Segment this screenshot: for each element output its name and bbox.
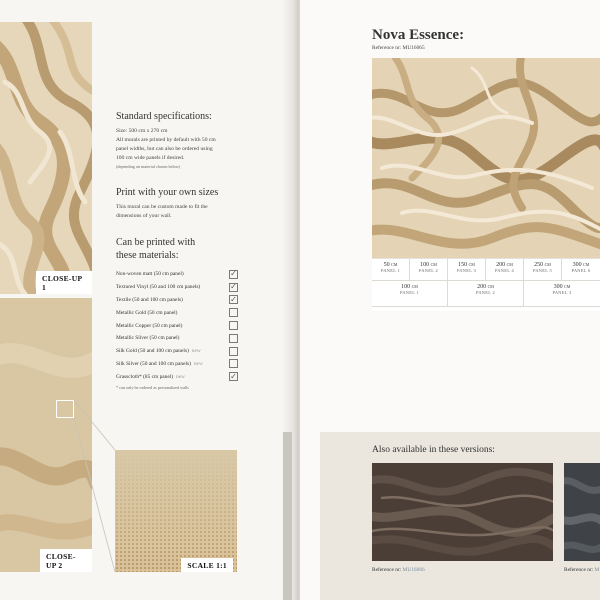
- material-label: Silk Gold (50 and 100 cm panels): [116, 348, 189, 355]
- spec-note: (depending on material chosen below): [116, 164, 181, 169]
- panel-cell: [372, 259, 410, 280]
- panel-size: 200: [496, 262, 506, 268]
- left-page: [0, 0, 288, 600]
- material-row: [116, 319, 238, 332]
- material-row: [116, 345, 238, 358]
- panel-size: 150: [458, 262, 468, 268]
- custom-sizes-section: [116, 186, 256, 221]
- material-checkbox[interactable]: [229, 359, 238, 368]
- panel-cell: [524, 281, 600, 306]
- panel-size: 250: [534, 262, 544, 268]
- panel-unit: CM: [487, 284, 494, 289]
- panel-number: PANEL 2: [419, 268, 438, 273]
- product-main-image: [372, 58, 600, 258]
- custom-line: This mural can be custom made to fit the: [116, 204, 208, 210]
- scale-label: SCALE 1:1: [181, 558, 233, 572]
- page-edge-strip: [283, 432, 292, 600]
- version-thumbnail-brown[interactable]: [372, 463, 553, 561]
- reference-value: M: [594, 567, 600, 573]
- panel-size: 200: [477, 284, 487, 290]
- spec-line: panel widths, but can also be ordered using: [116, 146, 213, 152]
- panel-width-table: [372, 258, 600, 311]
- panel-cell: [410, 259, 448, 280]
- material-row: [116, 268, 238, 281]
- material-checkbox[interactable]: [229, 347, 238, 356]
- material-row: [116, 281, 238, 294]
- custom-line: dimensions of your wall.: [116, 213, 172, 219]
- panel-size: 300: [572, 262, 582, 268]
- version-thumbnail-grey[interactable]: [564, 463, 600, 561]
- product-reference: Reference nr: MU16065: [372, 45, 425, 51]
- material-label: Non-woven matt (50 cm panel): [116, 271, 184, 278]
- panel-number: PANEL 3: [457, 268, 476, 273]
- panel-cell: [448, 281, 524, 306]
- closeup-1-label: CLOSE-UP 1: [36, 271, 92, 294]
- mural-size: Size: 500 cm x 270 cm: [116, 128, 168, 134]
- reference-label: Reference nr:: [564, 567, 594, 573]
- material-row: [116, 332, 238, 345]
- panel-number: PANEL 5: [533, 268, 552, 273]
- panel-number: PANEL 1: [381, 268, 400, 273]
- panel-cell: [562, 259, 600, 280]
- spec-line: 100 cm wide panels if desired.: [116, 155, 185, 161]
- material-label: Metallic Copper (50 cm panel): [116, 322, 183, 329]
- panel-cell: [372, 281, 448, 306]
- panel-unit: CM: [468, 262, 475, 267]
- material-label: Grasscloth* (85 cm panel): [116, 373, 174, 380]
- panel-number: PANEL 1: [400, 290, 419, 295]
- panel-row-50cm: [372, 259, 600, 281]
- panel-size: 100: [401, 284, 411, 290]
- material-label: Textile (50 and 100 cm panels): [116, 296, 183, 303]
- standard-specs-section: [116, 110, 256, 170]
- standard-specs-heading: Standard specifications:: [116, 111, 212, 122]
- panel-unit: CM: [564, 284, 571, 289]
- panel-cell: [448, 259, 486, 280]
- new-badge: new: [191, 348, 201, 355]
- panel-unit: CM: [506, 262, 513, 267]
- version-reference: [372, 567, 425, 573]
- material-row: [116, 370, 238, 383]
- new-badge: new: [193, 360, 203, 367]
- material-label: Metallic Gold (50 cm panel): [116, 309, 178, 316]
- material-checkbox[interactable]: [229, 321, 238, 330]
- material-row: [116, 306, 238, 319]
- closeup-2-label: CLOSE-UP 2: [40, 549, 92, 572]
- material-checkbox[interactable]: ✓: [230, 294, 237, 304]
- material-checkbox[interactable]: ✓: [230, 269, 237, 279]
- material-row: [116, 294, 238, 307]
- panel-number: PANEL 6: [571, 268, 591, 273]
- panel-row-100cm: [372, 281, 600, 307]
- material-checkbox[interactable]: ✓: [230, 371, 237, 381]
- material-label: Textured Vinyl (50 and 100 cm panels): [116, 284, 201, 291]
- versions-heading: Also available in these versions:: [372, 445, 495, 455]
- custom-sizes-heading: Print with your own sizes: [116, 187, 219, 198]
- panel-cell: [486, 259, 524, 280]
- panel-cell: [524, 259, 562, 280]
- panel-size: 50: [383, 262, 390, 268]
- reference-label: Reference nr:: [372, 567, 402, 573]
- material-label: Metallic Silver (50 cm panel): [116, 335, 180, 342]
- panel-number: PANEL 2: [476, 290, 495, 295]
- materials-heading-line1: Can be printed with: [116, 237, 196, 248]
- materials-heading-block: [116, 236, 256, 262]
- panel-number: PANEL 3: [552, 290, 572, 295]
- panel-unit: CM: [391, 262, 398, 267]
- materials-heading-line2: these materials:: [116, 250, 179, 261]
- panel-size: 100: [420, 262, 430, 268]
- panel-unit: CM: [411, 284, 418, 289]
- materials-list: [116, 268, 238, 391]
- panel-size: 300: [553, 284, 563, 290]
- panel-unit: CM: [430, 262, 437, 267]
- material-checkbox[interactable]: ✓: [230, 282, 237, 292]
- material-checkbox[interactable]: [229, 308, 238, 317]
- panel-unit: CM: [583, 262, 590, 267]
- reference-value: MU16066: [402, 567, 425, 573]
- panel-number: PANEL 4: [495, 268, 514, 273]
- scale-1-1-image: [115, 450, 237, 572]
- material-checkbox[interactable]: [229, 334, 238, 343]
- materials-footnote: * can only be ordered as personalized walls: [116, 385, 189, 391]
- material-label: Silk Silver (50 and 100 cm panels): [116, 360, 191, 367]
- spec-line: All murals are printed by default with 50 cm: [116, 137, 216, 143]
- new-badge: new: [176, 373, 186, 380]
- version-reference: [564, 567, 599, 573]
- panel-unit: CM: [544, 262, 551, 267]
- material-row: [116, 358, 238, 371]
- product-title: Nova Essence:: [372, 27, 465, 43]
